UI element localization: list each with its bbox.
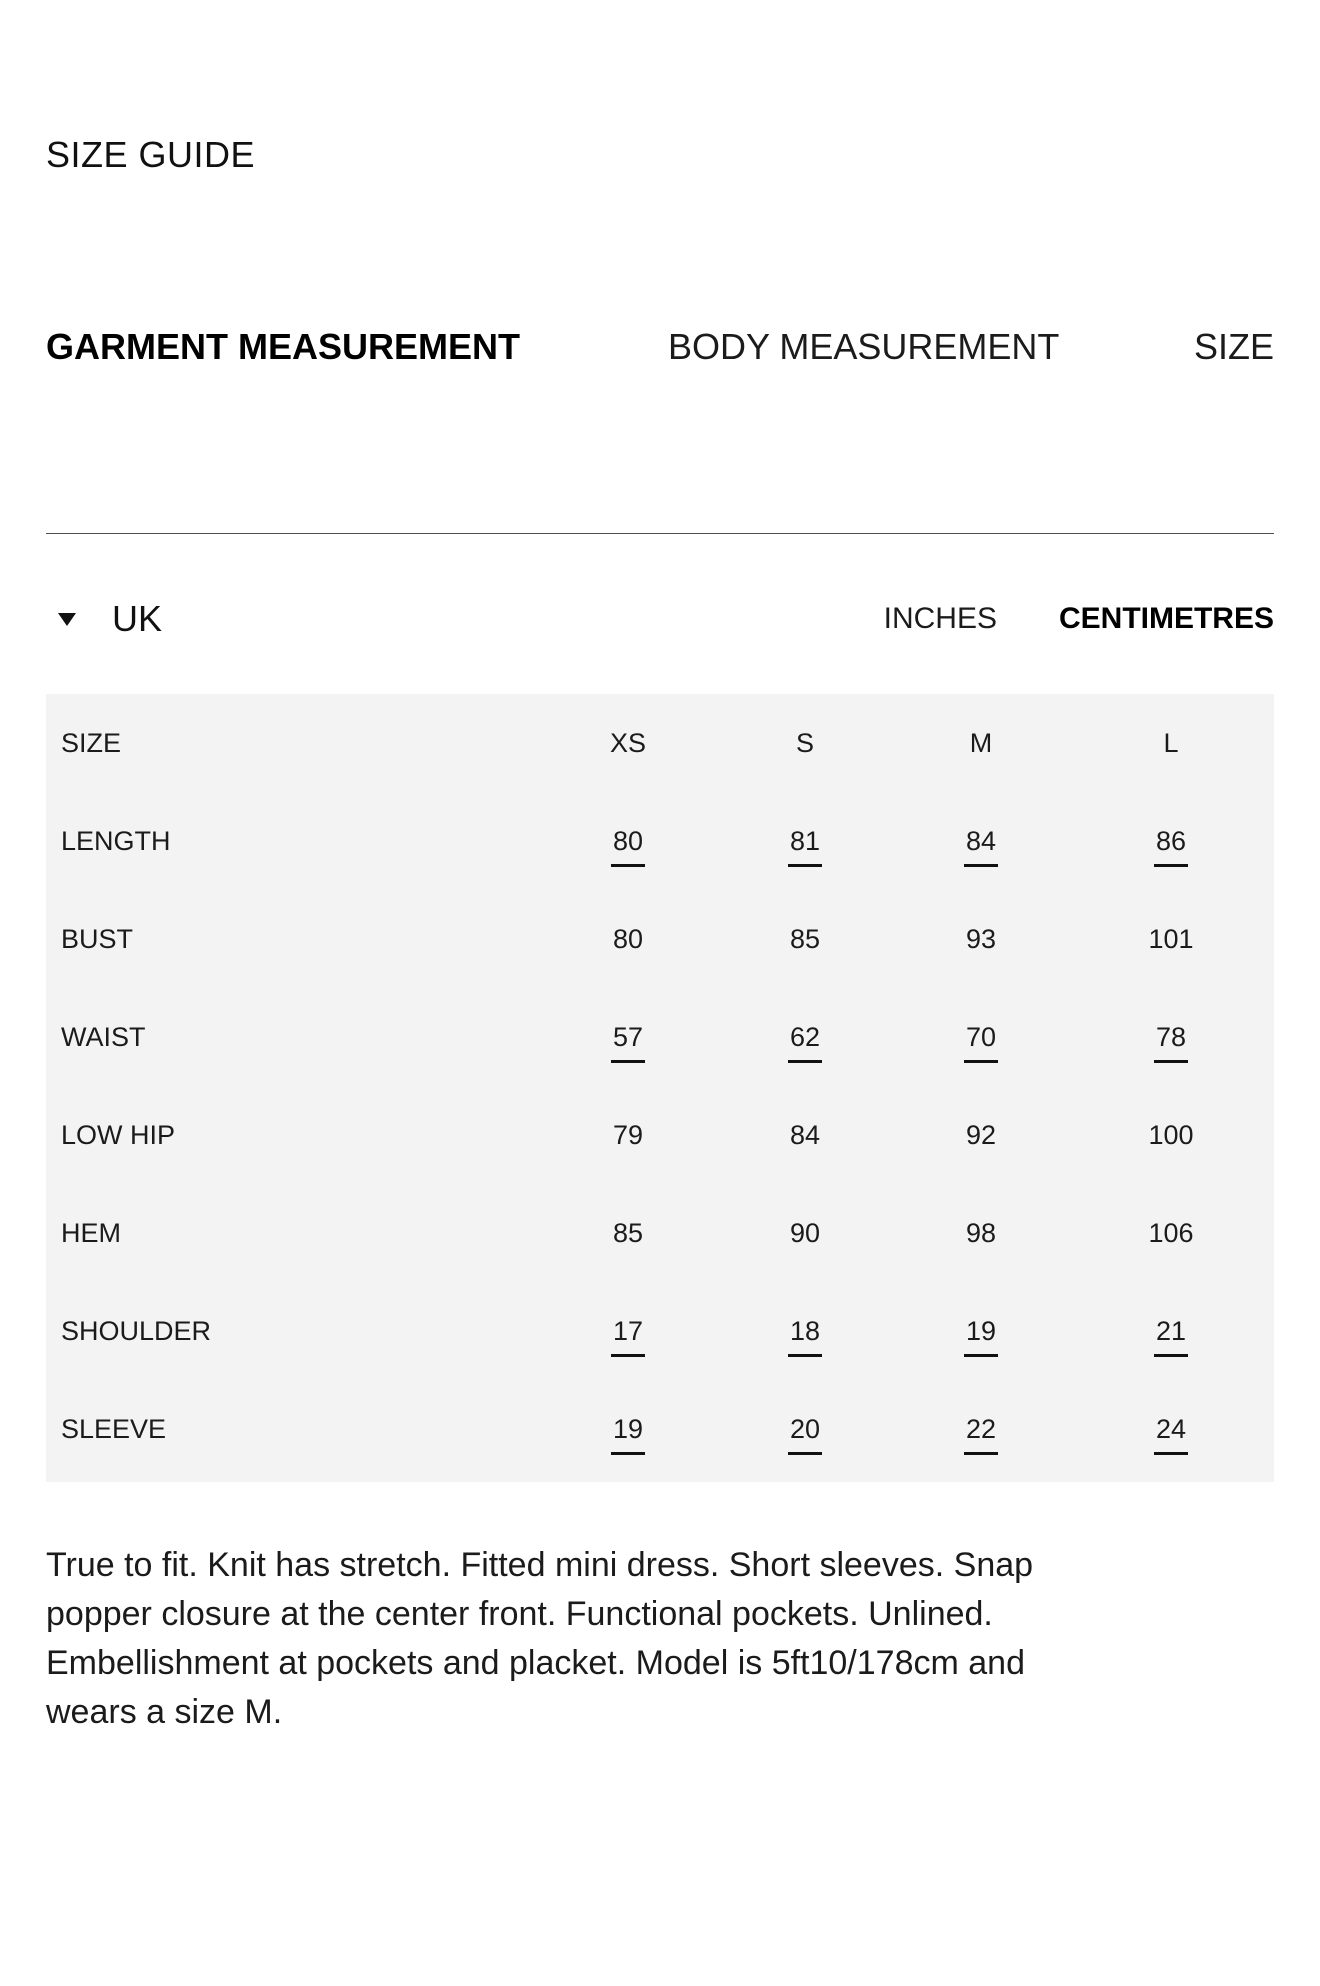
table-row-hem [46, 1184, 1274, 1282]
table-cell: 92 [965, 1120, 997, 1150]
table-cell: 84 [789, 1120, 821, 1150]
table-cell: 78 [1111, 988, 1231, 1086]
table-cell: 19 [921, 1282, 1041, 1380]
table-cell: 19 [568, 1380, 688, 1478]
region-label: UK [112, 598, 163, 639]
unit-inches-button[interactable]: INCHES [883, 602, 997, 635]
table-cell: 106 [1148, 1218, 1194, 1248]
tab-body-measurement[interactable]: BODY MEASUREMENT [668, 326, 1060, 367]
table-row-length [46, 792, 1274, 890]
table-cell: 79 [612, 1120, 644, 1150]
table-cell: 80 [568, 792, 688, 890]
table-cell: 24 [1111, 1380, 1231, 1478]
table-cell: 21 [1111, 1282, 1231, 1380]
table-row-low-hip [46, 1086, 1274, 1184]
row-label: LOW HIP [61, 1120, 176, 1150]
size-controls [46, 594, 1274, 644]
caret-down-icon [58, 613, 76, 626]
row-label: SLEEVE [61, 1414, 167, 1444]
table-cell: 17 [568, 1282, 688, 1380]
table-row-shoulder [46, 1282, 1274, 1380]
tab-garment-measurement[interactable]: GARMENT MEASUREMENT [46, 326, 520, 367]
table-cell: 18 [745, 1282, 865, 1380]
row-label: HEM [61, 1218, 121, 1248]
row-label: BUST [61, 924, 134, 954]
unit-toggle [884, 594, 1274, 644]
table-cell: 70 [921, 988, 1041, 1086]
size-header-xs: XS [609, 728, 647, 758]
divider [46, 533, 1274, 534]
table-row-sleeve [46, 1380, 1274, 1478]
table-cell: 20 [745, 1380, 865, 1478]
table-cell: 62 [745, 988, 865, 1086]
table-row-waist [46, 988, 1274, 1086]
table-header-label: SIZE [61, 728, 122, 758]
unit-centimetres-button[interactable]: CENTIMETRES [1058, 602, 1274, 635]
row-label: WAIST [61, 1022, 146, 1052]
table-cell: 100 [1148, 1120, 1194, 1150]
table-cell: 57 [568, 988, 688, 1086]
tab-size[interactable]: SIZE [1193, 326, 1274, 367]
size-header-s: S [795, 728, 814, 758]
table-cell: 22 [921, 1380, 1041, 1478]
size-table [46, 694, 1274, 1482]
table-cell: 90 [789, 1218, 821, 1248]
table-cell: 93 [965, 924, 997, 954]
table-cell: 86 [1111, 792, 1231, 890]
size-header-m: M [969, 728, 993, 758]
table-cell: 80 [612, 924, 644, 954]
row-label: LENGTH [61, 826, 171, 856]
region-selector[interactable] [58, 594, 162, 644]
product-fit-description: True to fit. Knit has stretch. Fitted mini dress. Short sleeves. Snap popper closure at the center front. Functional pockets. Unlined. Embellishment at pockets and placket. Model is 5ft10/178cm and wears a size M. [46, 1546, 1034, 1731]
table-header-row [46, 694, 1274, 792]
page-title: SIZE GUIDE [46, 134, 256, 175]
table-cell: 101 [1148, 924, 1194, 954]
table-cell: 98 [965, 1218, 997, 1248]
size-header-l: L [1163, 728, 1179, 758]
table-cell: 81 [745, 792, 865, 890]
table-cell: 84 [921, 792, 1041, 890]
row-label: SHOULDER [61, 1316, 212, 1346]
table-row-bust [46, 890, 1274, 988]
table-cell: 85 [789, 924, 821, 954]
table-cell: 85 [612, 1218, 644, 1248]
measurement-tabs [46, 323, 1274, 371]
